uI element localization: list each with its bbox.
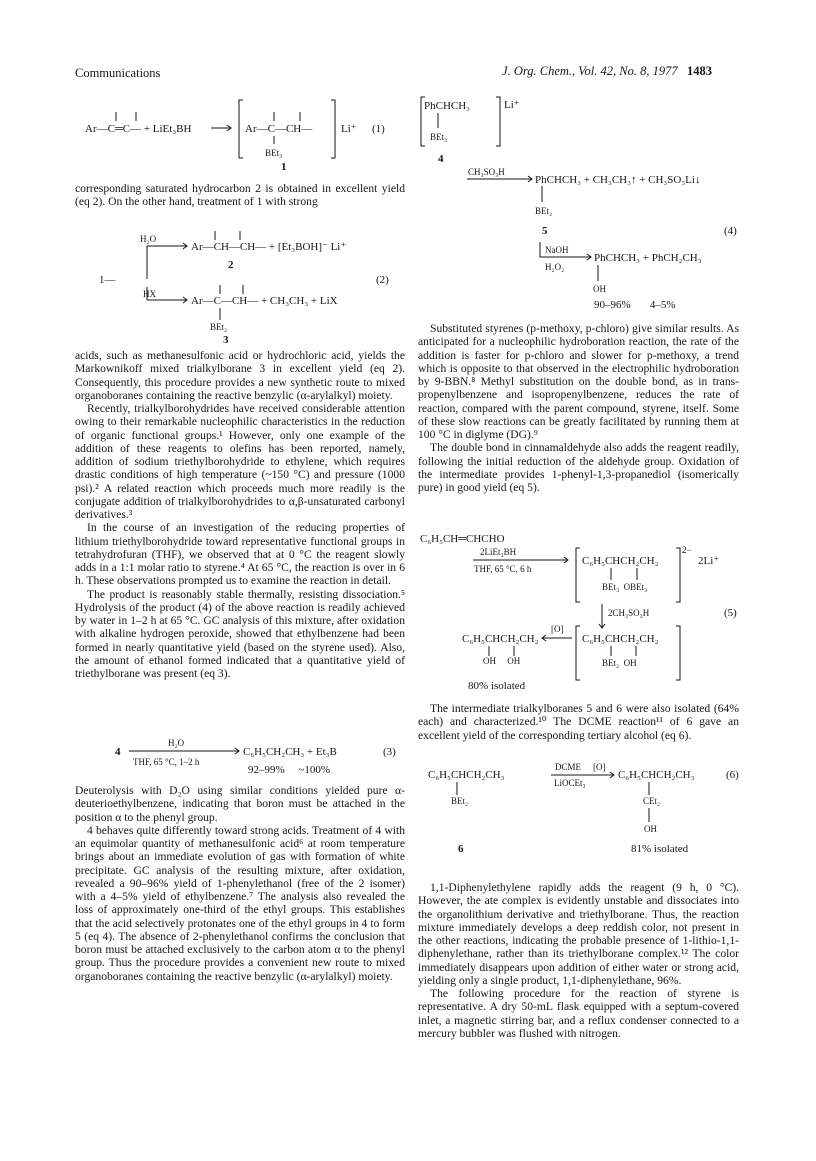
eq4-bracket-top: PhCHCH₃ [424, 100, 471, 112]
eq1-number: (1) [372, 123, 385, 135]
eq5-intermediate-sub: BEt₃ OBEt₃ [602, 582, 648, 592]
paragraph: 4 behaves quite differently toward strong acids. Treatment of 4 with an equimolar quantity of methanesulfonic acid⁶ at room temperature brings about an immediate evolution of gas with formation of white precipitate. GC analysis of the resulting mixture, after oxidation, revealed a 90–96% yield of 1-phenylethanol (free of the 2 isomer) with a 4–5% yield of ethylbenzene.⁷ The analysis also revealed the loss of approximately one-third of the ethyl groups. This establishes that the acid selectively protonates one of the ethyl groups in 4 to form 5 (eq 4). The absence of 2-phenylethanol confirms the conclusion that boron must be attached exclusively to the carbon atom α to the phenyl group. Thus the procedure provides a convenient new route to mixed organoboranes containing the reactive benzylic (α-arylalkyl) moiety. [75, 823, 405, 983]
eq3-start: 4 [115, 746, 121, 758]
eq6-cet2: CEt₂ [643, 796, 661, 806]
eq5-borane: C₆H₅CHCH₂CH₂ [582, 633, 659, 645]
eq4-li: Li⁺ [504, 99, 520, 111]
equation-4 [418, 94, 738, 334]
eq1-bracket-body: Ar—C—CH— [245, 123, 313, 135]
eq3-number: (3) [383, 746, 396, 758]
eq2-label-top: 2 [228, 259, 234, 271]
eq6-reagent-top: DCME [555, 762, 582, 772]
right-text-block-3 [418, 881, 739, 1040]
eq5-ox: [O] [551, 624, 564, 634]
eq3-reagent-bottom: THF, 65 °C, 1–2 h [133, 757, 200, 767]
right-text-block-1 [418, 322, 739, 494]
section-header: Communications [75, 66, 161, 80]
eq2-number: (2) [376, 274, 389, 286]
eq5-borane-sub: BEt₂ OH [602, 658, 637, 668]
eq6-product: C₆H₅CHCH₂CH₃ [618, 769, 695, 781]
eq2-product-top: Ar—CH—CH— + [Et₃BOH]⁻ Li⁺ [191, 241, 347, 253]
paragraph: In the course of an investigation of the reducing properties of lithium triethylborohydride toward representative functional groups in tetrahydrofuran (THF), we observed that at 0 °C the reagent slowly adds in a 1:1 molar ratio to styrene.⁴ At 65 °C, the reaction is over in 6 h. These observations prompted us to examine the reaction in detail. [75, 521, 405, 588]
eq4-h2o2: H₂O₂ [545, 262, 565, 272]
eq5-reagent-top: 2LiEt₃BH [480, 547, 517, 557]
eq4-reagent: CH₃SO₃H [468, 167, 505, 177]
right-text-block-2 [418, 702, 739, 742]
eq1-bet3: BEt₃ [265, 148, 283, 158]
eq5-li: 2Li⁺ [698, 555, 720, 567]
left-text-block-3 [75, 784, 405, 983]
eq5-charge: 2− [682, 545, 692, 555]
equation-5 [418, 530, 740, 668]
paragraph: The intermediate trialkylboranes 5 and 6 were also isolated (64% each) and characterized.¹⁰ The DCME reaction¹¹ of 6 gave an excellent yield of the corresponding tertiary alcohol (eq 6). [418, 702, 739, 742]
equation-1 [75, 90, 415, 173]
paragraph: 1,1-Diphenylethylene rapidly adds the reagent (9 h, 0 °C). However, the ate complex is evidently unstable and dissociates into the organolithium derivative and triethylborane. Thus, the reaction mixture immediately develops a deep reddish color, not present in the other reactions, indicating the probable presence of 1-lithio-1,1-diphenylethane, rather than its triethylborane complex.¹² The color immediately disappears upon addition of either water or strong acid, yielding only a single product, 1,1-diphenylethane, 96%. [418, 881, 739, 987]
paragraph: Substituted styrenes (p-methoxy, p-chloro) give similar results. As anticipated for a nucleophilic hydroboration reaction, the rate of the addition is faster for p-chloro and slower for p-methoxy, a trend which is opposite to that observed in the electrophilic hydroboration by 9-BBN.⁸ Methyl substitution on the double bond, as in trans-propenylbenzene and isopropenylbenzene, reduces the rate of reaction, compared with the parent compound, styrene, itself. Some of these slow reactions can be greatly facilitated by running them at 100 °C in diglyme (DG).⁹ [418, 322, 739, 441]
eq2-product-bottom: Ar—C—CH— + CH₃CH₃ + LiX [191, 295, 338, 307]
paragraph: The following procedure for the reaction of styrene is representative. A dry 50-mL flask equipped with a septum-covered inlet, a magnetic stirring bar, and a reflux condenser connected to a mercury bubbler was flushed with nitrogen. [418, 987, 739, 1040]
eq4-bet2: BEt₂ [535, 206, 553, 216]
paragraph: Recently, trialkylborohydrides have received considerable attention owing to their remarkable nucleophilic characteristics in the reduction of organic functional groups.¹ However, only one example of the addition of these reagents to olefins has been reported, namely, addition of sodium triethylborohydride to ethylene, which requires drastic conditions of high temperature (~150 °C) and pressure (1000 psi).² A related reaction which proceeds much more readily is the conjugate addition of trialkylborohydrides to α,β-unsaturated carbonyl derivatives.³ [75, 402, 405, 521]
eq5-intermediate: C₆H₅CHCH₂CH₂ [582, 555, 659, 567]
journal-header [502, 64, 712, 79]
eq6-start: C₆H₅CHCH₂CH₃ [428, 769, 505, 781]
paragraph: acids, such as methanesulfonic acid or hydrochloric acid, yields the Markownikoff mixed trialkylborane 3 in excellent yield (eq 2). Consequently, this procedure provides a new synthetic route to mixed organoboranes containing the reactive benzylic (α-arylalkyl) moiety. [75, 349, 405, 402]
eq4-final: PhCHCH₃ + PhCH₂CH₃ [594, 252, 702, 264]
eq2-reagent-top: H₂O [140, 234, 157, 244]
eq5-number: (5) [724, 607, 737, 619]
eq6-oh: OH [644, 824, 657, 834]
eq6-label: 6 [458, 843, 464, 855]
left-text-block-2 [75, 349, 405, 680]
journal-citation: J. Org. Chem., Vol. 42, No. 8, 1977 [502, 64, 678, 78]
eq6-number: (6) [726, 769, 739, 781]
eq4-label-5: 5 [542, 225, 548, 237]
eq4-oh: OH [593, 284, 606, 294]
eq6-bet2: BEt₂ [451, 796, 469, 806]
eq5-reagent-bottom: THF, 65 °C, 6 h [474, 564, 532, 574]
page-number: 1483 [687, 64, 712, 78]
eq6-reagent-bottom: LiOCEt₃ [554, 778, 586, 788]
paragraph: corresponding saturated hydrocarbon 2 is obtained in excellent yield (eq 2). On the other hand, treatment of 1 with strong [75, 182, 405, 209]
eq4-products: PhCHCH₃ + CH₃CH₃↑ + CH₃SO₃Li↓ [535, 174, 701, 186]
paragraph: The product is reasonably stable thermally, resisting dissociation.⁵ Hydrolysis of the product (4) of the above reaction is readily achieved by water in 1–2 h at 65 °C. GC analysis of this mixture, after oxidation with alkaline hydrogen peroxide, showed that ethylbenzene had been formed in nearly quantitative yield (based on the styrene used). Also, the amount of ethanol formed indicated that a quantitative yield of triethylborane was present (eq 3). [75, 587, 405, 680]
eq5-isolated: 80% isolated [468, 680, 526, 692]
equation-2 [75, 228, 415, 346]
eq4-yields: 90–96% 4–5% [594, 299, 676, 311]
equation-6 [418, 758, 740, 868]
eq5-acid: 2CH₃SO₃H [608, 608, 650, 618]
eq2-reagent-bottom: HX [143, 289, 156, 299]
eq5-diol-sub: OH OH [483, 656, 521, 666]
paragraph: Deuterolysis with D₂O using similar conditions yielded pure α-deuterioethylbenzene, indicating that boron must be attached in the position α to the phenyl group. [75, 784, 405, 824]
eq3-reagent-top: H₂O [168, 738, 185, 748]
eq5-start: C₆H₅CH═CHCHO [420, 533, 505, 545]
eq5-diol: C₆H₅CHCH₂CH₂ [462, 633, 539, 645]
eq3-yields: 92–99% ~100% [248, 764, 331, 776]
eq6-isolated: 81% isolated [631, 843, 689, 855]
left-text-block-1 [75, 182, 405, 209]
equation-3 [75, 737, 415, 779]
eq2-bet2: BEt₂ [210, 322, 228, 332]
eq4-number: (4) [724, 225, 737, 237]
eq2-start: 1— [99, 274, 116, 286]
paragraph: The double bond in cinnamaldehyde also adds the reagent readily, following the initial reduction of the aldehyde group. Oxidation of the intermediate provides 1-phenyl-1,3-propanediol (isomerically pure) in good yield (eq 5). [418, 441, 739, 494]
eq4-bet3: BEt₃ [430, 132, 448, 142]
eq3-products: C₆H₅CH₂CH₃ + Et₃B [243, 746, 337, 758]
eq2-label-bottom: 3 [223, 334, 229, 346]
eq1-lhs: Ar—C═C— + LiEt₃BH [85, 123, 192, 135]
eq4-naoh: NaOH [545, 245, 569, 255]
eq6-reagent-top2: [O] [593, 762, 606, 772]
eq1-label: 1 [281, 161, 287, 173]
eq1-li: Li⁺ [341, 123, 357, 135]
eq4-label-4: 4 [438, 153, 444, 165]
